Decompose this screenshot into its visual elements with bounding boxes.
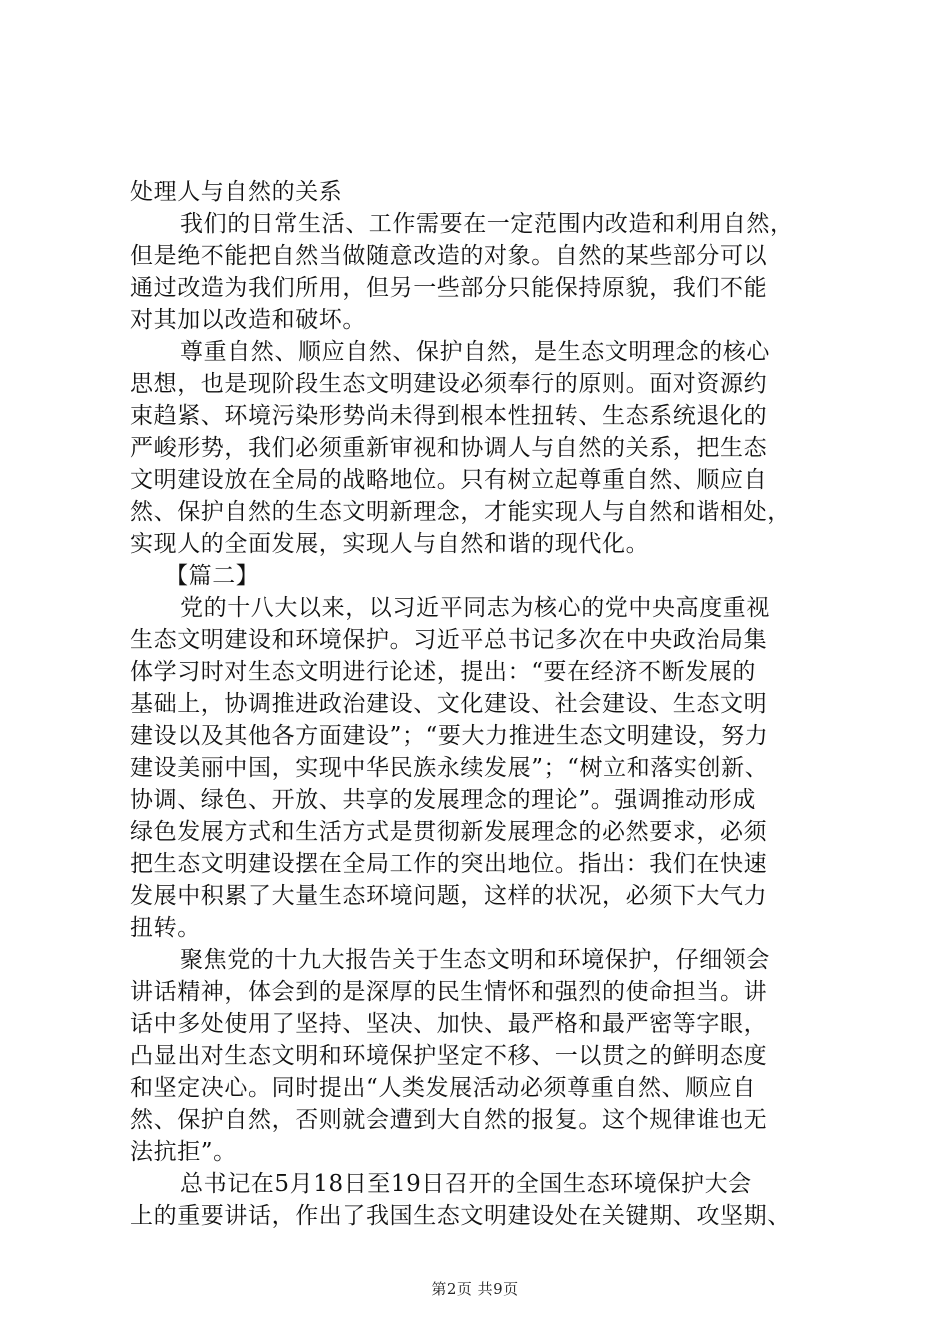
paragraph-line: 和坚定决心。同时提出“人类发展活动必须尊重自然、顺应自 [130, 1075, 756, 1101]
paragraph-line: 严峻形势，我们必须重新审视和协调人与自然的关系，把生态 [130, 435, 768, 461]
paragraph-line: 通过改造为我们所用，但另一些部分只能保持原貌，我们不能 [130, 275, 768, 301]
paragraph-line: 束趋紧、环境污染形势尚未得到根本性扭转、生态系统退化的 [130, 403, 768, 429]
paragraph-line: 聚焦党的十九大报告关于生态文明和环境保护，仔细领会 [180, 947, 770, 973]
paragraph-line: 生态文明建设和环境保护。习近平总书记多次在中央政治局集 [130, 627, 768, 653]
paragraph-line: 协调、绿色、开放、共享的发展理念的理论”。强调推动形成 [130, 787, 756, 813]
paragraph-line: 建设美丽中国，实现中华民族永续发展”；“树立和落实创新、 [130, 755, 769, 781]
paragraph-line: 对其加以改造和破坏。 [130, 307, 366, 333]
paragraph-line: 然、保护自然的生态文明新理念，才能实现人与自然和谐相处， [130, 499, 791, 525]
section-heading: 【篇二】 [165, 563, 260, 589]
document-body [130, 176, 833, 1232]
paragraph-line: 体学习时对生态文明进行论述，提出：“要在经济不断发展的 [130, 659, 756, 685]
paragraph-line: 法抗拒”。 [130, 1139, 237, 1165]
paragraph-line: 建设以及其他各方面建设”；“要大力推进生态文明建设，努力 [130, 723, 769, 749]
paragraph-line: 讲话精神，体会到的是深厚的民生情怀和强烈的使命担当。讲 [130, 979, 768, 1005]
paragraph-line: 我们的日常生活、工作需要在一定范围内改造和利用自然， [180, 211, 794, 237]
paragraph-line: 把生态文明建设摆在全局工作的突出地位。指出：我们在快速 [130, 851, 768, 877]
paragraph-line: 发展中积累了大量生态环境问题，这样的状况，必须下大气力 [130, 883, 768, 909]
page-number-footer: 第2页 共9页 [431, 1280, 519, 1298]
paragraph-line: 话中多处使用了坚持、坚决、加快、最严格和最严密等字眼， [130, 1011, 768, 1037]
paragraph-line: 尊重自然、顺应自然、保护自然，是生态文明理念的核心 [180, 339, 770, 365]
paragraph-line: 文明建设放在全局的战略地位。只有树立起尊重自然、顺应自 [130, 467, 768, 493]
paragraph-line: 绿色发展方式和生活方式是贯彻新发展理念的必然要求，必须 [130, 819, 768, 845]
paragraph-line: 然、保护自然，否则就会遭到大自然的报复。这个规律谁也无 [130, 1107, 768, 1133]
paragraph-line: 但是绝不能把自然当做随意改造的对象。自然的某些部分可以 [130, 243, 768, 269]
paragraph-line: 上的重要讲话，作出了我国生态文明建设处在关键期、攻坚期、 [130, 1203, 791, 1229]
paragraph-line: 基础上，协调推进政治建设、文化建设、社会建设、生态文明 [130, 691, 768, 717]
paragraph-line: 总书记在5月18日至19日召开的全国生态环境保护大会 [180, 1171, 752, 1197]
paragraph-line: 党的十八大以来，以习近平同志为核心的党中央高度重视 [180, 595, 770, 621]
paragraph-line: 思想，也是现阶段生态文明建设必须奉行的原则。面对资源约 [130, 371, 768, 397]
paragraph-line: 扭转。 [130, 915, 201, 941]
paragraph-line: 处理人与自然的关系 [130, 179, 343, 205]
paragraph-line: 实现人的全面发展，实现人与自然和谐的现代化。 [130, 531, 650, 557]
paragraph-line: 凸显出对生态文明和环境保护坚定不移、一以贯之的鲜明态度 [130, 1043, 768, 1069]
